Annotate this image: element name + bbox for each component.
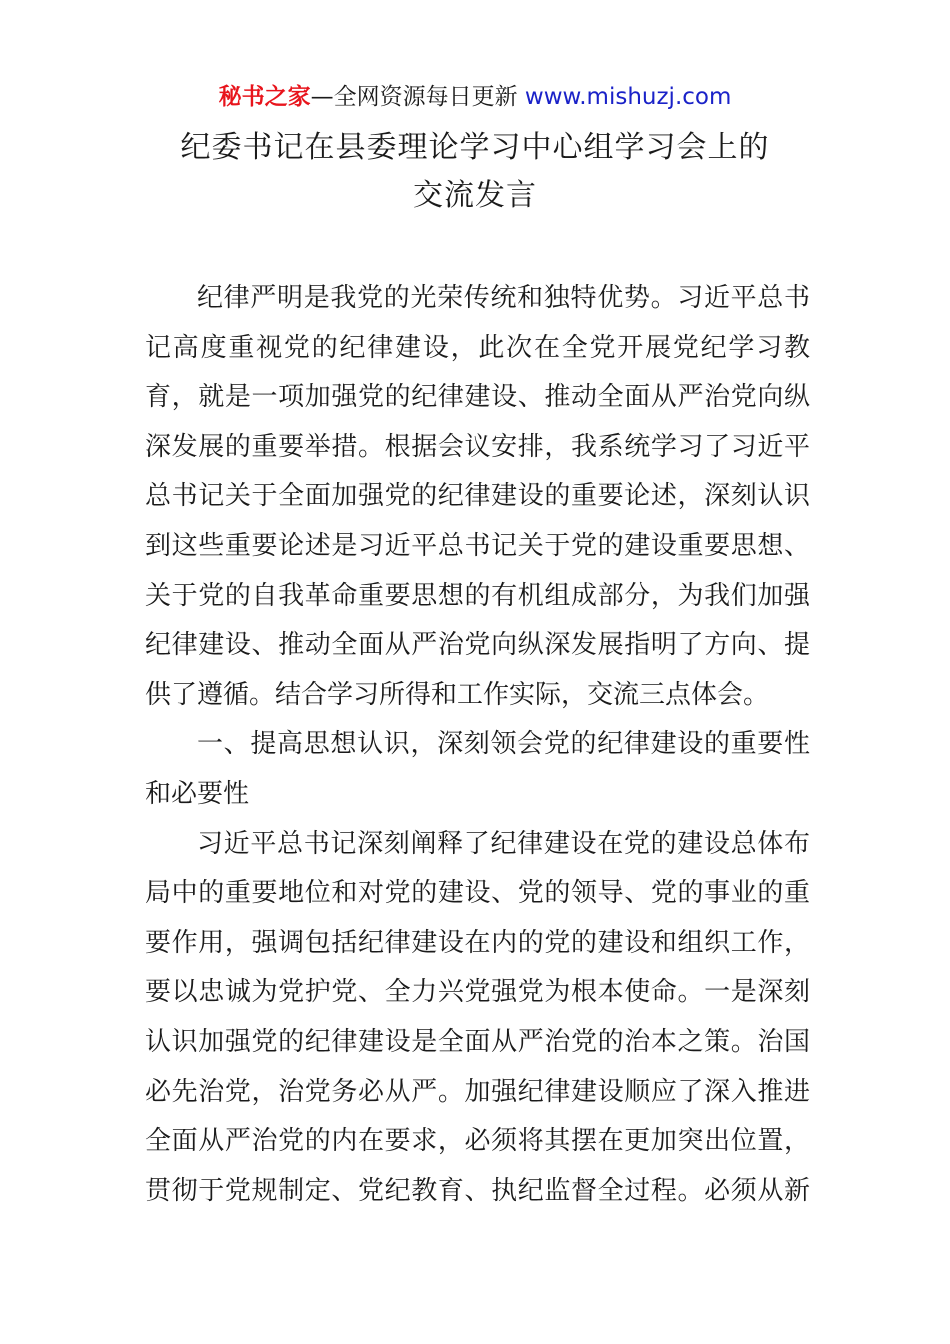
body-line: 到这些重要论述是习近平总书记关于党的建设重要思想、 xyxy=(145,530,810,561)
header-tagline: —全网资源每日更新 xyxy=(310,84,525,110)
body-line: 要作用，强调包括纪律建设在内的党的建设和组织工作， xyxy=(145,927,810,958)
body-line: 育，就是一项加强党的纪律建设、推动全面从严治党向纵 xyxy=(145,382,810,413)
body-line: 局中的重要地位和对党的建设、党的领导、党的事业的重 xyxy=(145,878,810,909)
body-line: 贯彻于党规制定、党纪教育、执纪监督全过程。必须从新 xyxy=(145,1175,810,1206)
body-line: 纪律建设、推动全面从严治党向纵深发展指明了方向、提 xyxy=(145,630,810,661)
document-body xyxy=(145,274,810,1216)
body-line: 记高度重视党的纪律建设，此次在全党开展党纪学习教 xyxy=(145,332,810,363)
body-line: 必先治党，治党务必从严。加强纪律建设顺应了深入推进 xyxy=(145,1076,810,1107)
body-line: 全面从严治党的内在要求，必须将其摆在更加突出位置， xyxy=(145,1126,810,1157)
body-line: 供了遵循。结合学习所得和工作实际，交流三点体会。 xyxy=(145,679,770,710)
body-line: 总书记关于全面加强党的纪律建设的重要论述，深刻认识 xyxy=(145,481,810,512)
site-url-link[interactable]: www.mishuzj.com xyxy=(524,84,732,110)
document-title-line-2: 交流发言 xyxy=(413,178,537,213)
body-line: 纪律严明是我党的光荣传统和独特优势。习近平总书 xyxy=(197,283,810,313)
brand-name: 秘书之家 xyxy=(218,84,311,110)
site-header xyxy=(0,80,950,114)
body-line: 认识加强党的纪律建设是全面从严治党的治本之策。治国 xyxy=(145,1026,810,1057)
body-line: 关于党的自我革命重要思想的有机组成部分，为我们加强 xyxy=(145,580,810,611)
body-line: 深发展的重要举措。根据会议安排，我系统学习了习近平 xyxy=(145,431,810,462)
document-title-line-1: 纪委书记在县委理论学习中心组学习会上的 xyxy=(180,130,770,165)
section-heading-line: 和必要性 xyxy=(145,778,250,809)
body-line: 习近平总书记深刻阐释了纪律建设在党的建设总体布 xyxy=(197,828,810,859)
body-line: 要以忠诚为党护党、全力兴党强党为根本使命。一是深刻 xyxy=(145,977,810,1008)
section-heading-line: 一、提高思想认识，深刻领会党的纪律建设的重要性 xyxy=(197,729,810,760)
